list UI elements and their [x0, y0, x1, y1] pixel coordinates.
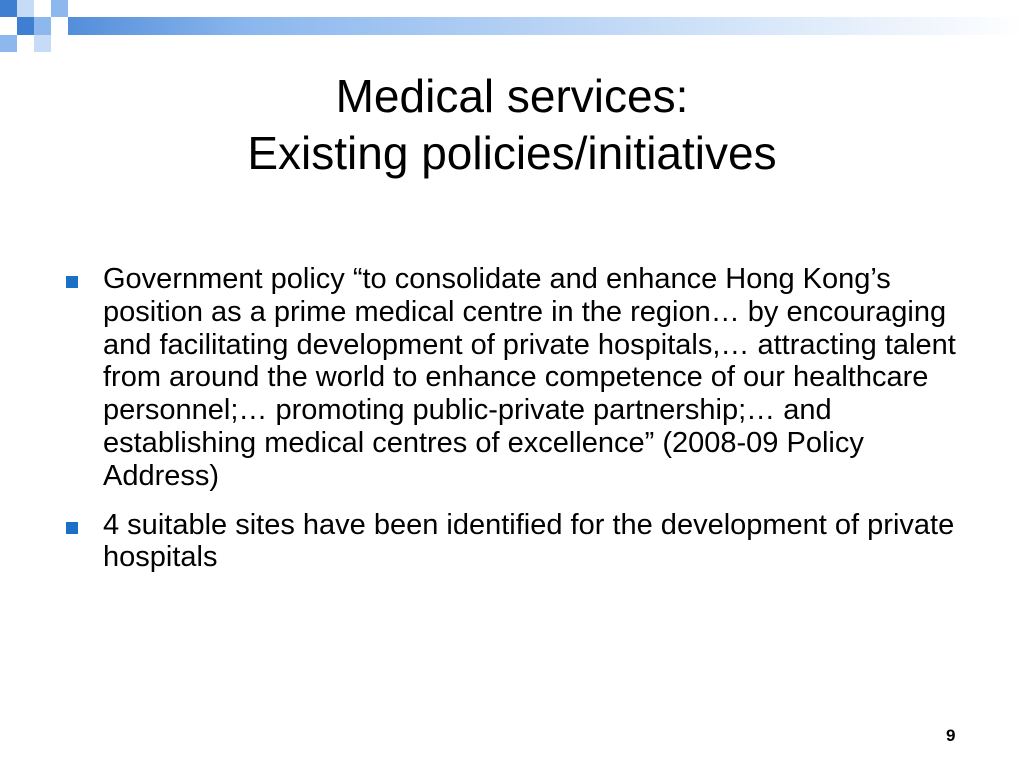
bullet-text: 4 suitable sites have been identified for the development of private hospitals — [103, 508, 955, 574]
header-block — [17, 0, 34, 17]
slide-title — [0, 68, 1024, 182]
bullet-text: Government policy “to consolidate and enhance Hong Kong’s position as a prime medical centre in the region… by encouraging and facilitating development of private hospitals,… attracting talent from around the world to enhance competence of our healthcare personnel;… promoting public-private partnership;… and establishing medical centres of excellence” (2008-09 Policy Address) — [103, 263, 956, 492]
header-block — [0, 35, 17, 52]
slide-title-line-2: Existing policies/initiatives — [247, 127, 777, 179]
bullet-item — [66, 509, 966, 575]
slide-title-line-1: Medical services: — [335, 70, 689, 122]
square-bullet-icon — [66, 276, 78, 288]
header-block — [34, 17, 51, 35]
page-number: 9 — [946, 726, 956, 745]
header-block — [34, 0, 51, 17]
header-gradient-strip — [0, 17, 1024, 35]
header-block — [17, 17, 34, 35]
bullet-item — [66, 263, 966, 493]
header-block — [0, 17, 17, 35]
header-block — [51, 0, 68, 17]
header-block — [0, 0, 17, 17]
square-bullet-icon — [66, 522, 78, 534]
pixel-blocks-decoration — [0, 0, 1024, 52]
header-block — [51, 17, 68, 35]
header-block — [17, 35, 34, 52]
header-decoration-band — [0, 0, 1024, 52]
header-block — [34, 35, 51, 52]
bullet-list — [66, 263, 966, 590]
